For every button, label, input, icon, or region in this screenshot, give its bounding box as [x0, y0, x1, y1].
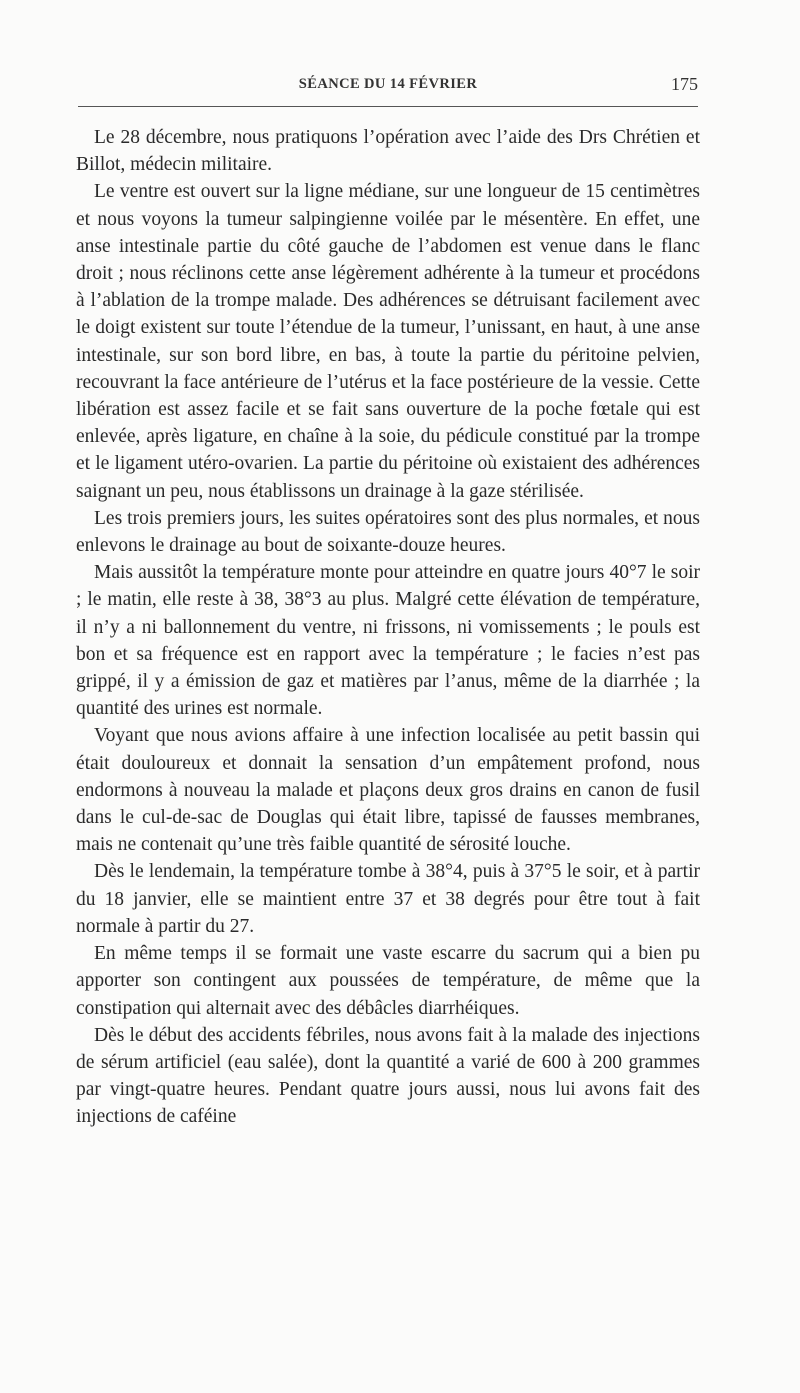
- paragraph: Dès le début des accidents fébriles, nous avons fait à la malade des injections de sérum artificiel (eau salée), dont la quantité a varié de 600 à 200 grammes par vingt-quatre heures. Pendant quatre jours aussi, nous lui avons fait des injections de caféine: [76, 1024, 700, 1128]
- running-head: SÉANCE DU 14 FÉVRIER: [298, 76, 478, 92]
- paragraph: Le 28 décembre, nous pratiquons l’opération avec l’aide des Drs Chrétien et Billot, médecin militaire.: [76, 127, 700, 176]
- header-rule: [78, 106, 698, 107]
- body-text: [76, 124, 700, 1131]
- paragraph: Voyant que nous avions affaire à une infection localisée au petit bassin qui était douloureux et donnait la sensation d’un empâtement profond, nous endormons à nouveau la malade et plaçons deux gros drains en canon de fusil dans le cul-de-sac de Douglas qui était libre, tapissé de fausses membranes, mais ne contenait qu’une très faible quantité de sérosité louche.: [76, 725, 700, 856]
- paragraph: Dès le lendemain, la température tombe à 38°4, puis à 37°5 le soir, et à partir du 18 janvier, elle se maintient entre 37 et 38 degrés pour être tout à fait normale à partir du 27.: [76, 861, 700, 937]
- paragraph: Mais aussitôt la température monte pour atteindre en quatre jours 40°7 le soir ; le matin, elle reste à 38, 38°3 au plus. Malgré cette élévation de température, il n’y a ni ballonnement du ventre, ni frissons, ni vomissements ; le pouls est bon et sa fréquence est en rapport avec la température ; le facies n’est pas grippé, il y a émission de gaz et matières par l’anus, même de la diarrhée ; la quantité des urines est normale.: [76, 562, 700, 720]
- page-header: [78, 72, 698, 96]
- paragraph: Le ventre est ouvert sur la ligne médiane, sur une longueur de 15 centimètres et nous voyons la tumeur salpingienne voilée par le mésentère. En effet, une anse intestinale partie du côté gauche de l’abdomen est venue dans le flanc droit ; nous réclinons cette anse légèrement adhérente à la tumeur et procédons à l’ablation de la trompe malade. Des adhérences se détruisant facilement avec le doigt existent sur toute l’étendue de la tumeur, l’unissant, en haut, à une anse intestinale, sur son bord libre, en bas, à toute la partie du péritoine pelvien, recouvrant la face antérieure de l’utérus et la face postérieure de la vessie. Cette libération est assez facile et se fait sans ouverture de la poche fœtale qui est enlevée, après ligature, en chaîne à la soie, du pédicule constitué par la trompe et le ligament utéro-ovarien. La partie du péritoine où existaient des adhérences saignant un peu, nous établissons un drainage à la gaze stérilisée.: [76, 181, 700, 502]
- paragraph: Les trois premiers jours, les suites opératoires sont des plus normales, et nous enlevons le drainage au bout de soixante-douze heures.: [76, 507, 700, 557]
- paragraph: En même temps il se formait une vaste escarre du sacrum qui a bien pu apporter son contingent aux poussées de température, de même que la constipation qui alternait avec des débâcles diarrhéiques.: [76, 943, 700, 1019]
- page-number: 175: [671, 74, 698, 94]
